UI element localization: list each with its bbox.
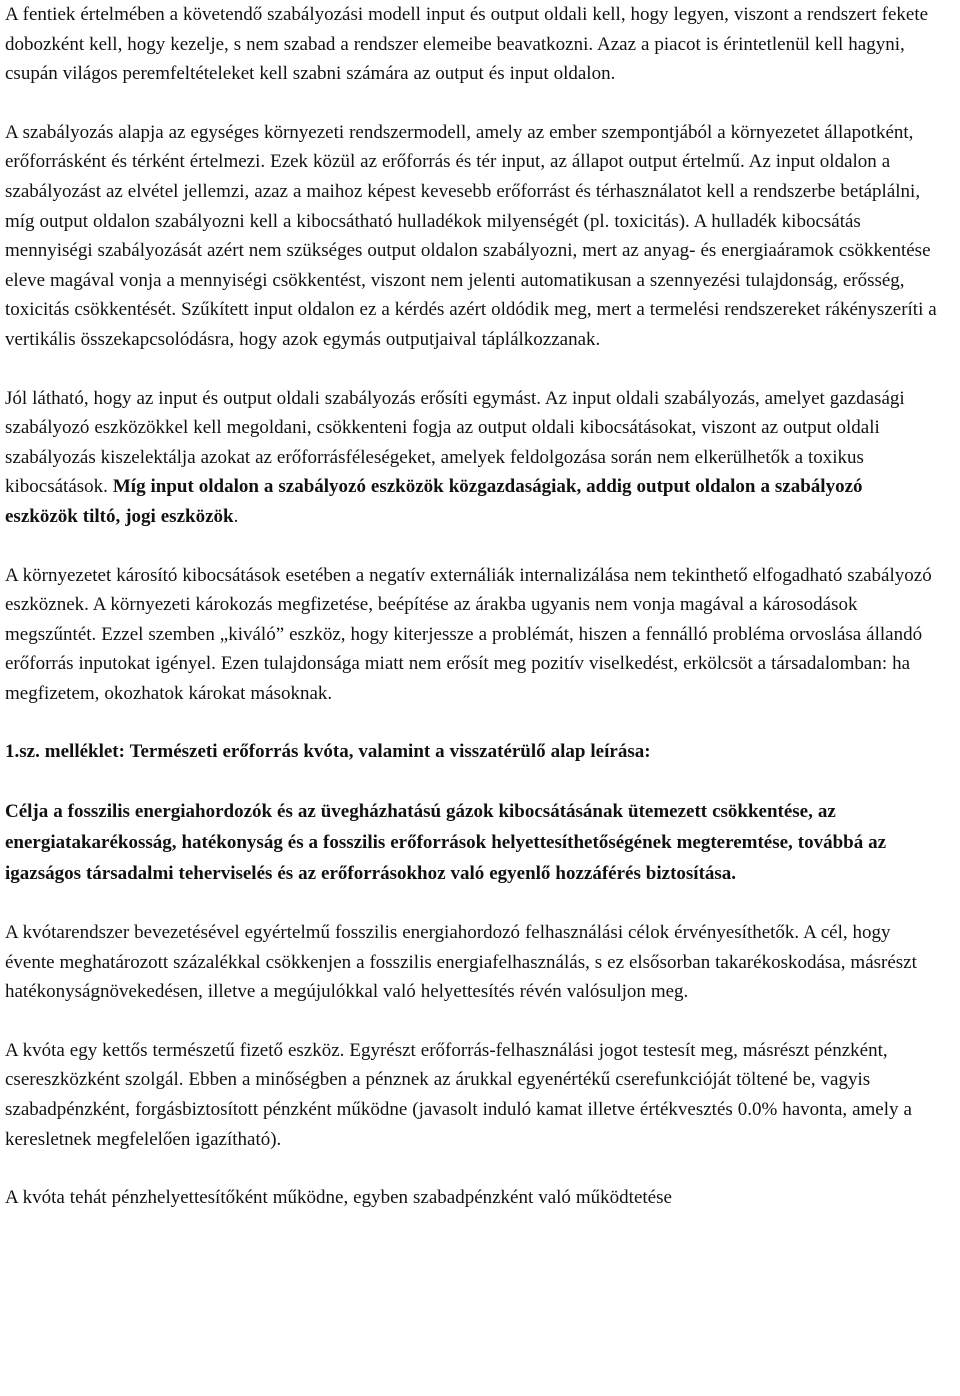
- paragraph-externalities: A környezetet károsító kibocsátások esetében a negatív externáliák internalizálása nem tekinthető elfogadható szabályozó eszköznek. A környezeti károkozás megfizetése, beépítése az árakba ugyanis nem vonja magával a károsodások megszűntét. Ezzel szemben „kiváló” eszköz, hogy kiterjessze a problémát, hiszen a fennálló probléma orvoslása állandó erőforrás inputokat igényel. Ezen tulajdonsága miatt nem erősít meg pozitív viselkedést, erkölcsöt a társadalomban: ha megfizetem, okozhatok károkat másoknak.: [5, 564, 932, 704]
- spacer: [5, 708, 938, 737]
- paragraph-input-output-bold: Míg input oldalon a szabályozó eszközök közgazdaságiak, addig output oldalon a szabályozó eszközök tiltó, jogi eszközök: [5, 476, 863, 527]
- spacer: [5, 532, 938, 561]
- spacer: [5, 889, 938, 918]
- spacer: [5, 1007, 938, 1036]
- goal-paragraph-text: Célja a fosszilis energiahordozók és az üvegházhatású gázok kibocsátásának ütemezett csökkentése, az energiatakarékosság, hatékonyság és a fosszilis erőforrások helyettesíthetőségének megteremtése, továbbá az igazságos társadalmi teherviselés és az erőforrásokhoz való egyenlő hozzáférés biztosítása.: [5, 801, 887, 885]
- spacer: [5, 89, 938, 118]
- paragraph-regulation-basis: A szabályozás alapja az egységes környezeti rendszermodell, amely az ember szempontjából a környezetet állapotként, erőforrásként és térként értelmezi. Ezek közül az erőforrás és tér input, az állapot output értelmű. Az input oldalon a szabályozást az elvétel jellemzi, azaz a maihoz képest kevesebb erőforrást és térhasználatot kell a rendszerbe betáplálni, míg output oldalon szabályozni kell a kibocsátható hulladékok milyenségét (pl. toxicitás). A hulladék kibocsátás mennyiségi szabályozását azért nem szükséges output oldalon szabályozni, mert az anyag- és energiaáramok csökkentése eleve magával vonja a mennyiségi csökkentést, viszont nem jelenti automatikusan a szennyezési tulajdonság, erősség, toxicitás csökkentését. Szűkített input oldalon ez a kérdés azért oldódik meg, mert a termelési rendszereket rákényszeríti a vertikális összekapcsolódásra, hogy azok egymás outputjaival táplálkozzanak.: [5, 121, 937, 350]
- paragraph-quota-payment: A kvóta egy kettős természetű fizető eszköz. Egyrészt erőforrás-felhasználási jogot testesít meg, másrészt pénzként, csereszközként szolgál. Ebben a minőségben a pénznek az árukkal egyenértékű cserefunkcióját töltené be, vagyis szabadpénzként, forgásbiztosított pénzként működne (javasolt induló kamat illetve értékvesztés 0.0% havonta, amely a keresletnek megfelelően igazítható).: [5, 1039, 912, 1150]
- paragraph-quota-system: A kvótarendszer bevezetésével egyértelmű fosszilis energiahordozó felhasználási célok érvényesíthetők. A cél, hogy évente meghatározott százalékkal csökkenjen a fosszilis energiafelhasználás, s ez elsősorban takarékoskodása, másrészt hatékonyságnövekedésen, illetve a megújulókkal való helyettesítés révén valósuljon meg.: [5, 922, 917, 1003]
- spacer: [5, 355, 938, 384]
- paragraph-input-output-text: Jól látható, hogy az input és output oldali szabályozás erősíti egymást. Az input oldali szabályozás, amelyet gazdasági szabályozó eszközökkel kell megoldani, csökkenteni fogja az output oldali kibocsátásokat, viszont az output oldali szabályozás kiszelektálja azokat az erőforrásféleségeket, amelyek feldolgozása során nem elkerülhetők a toxikus kibocsátások.: [5, 387, 905, 498]
- spacer: [5, 767, 938, 796]
- paragraph-input-output: [5, 384, 938, 532]
- spacer: [5, 1154, 938, 1183]
- goal-paragraph: [5, 796, 938, 889]
- paragraph-intro: A fentiek értelmében a követendő szabályozási modell input és output oldali kell, hogy legyen, viszont a rendszert fekete dobozként kell, hogy kezelje, s nem szabad a rendszer elemeibe beavatkozni. Azaz a piacot is érintetlenül kell hagyni, csupán világos peremfeltételeket kell szabni számára az output és input oldalon.: [5, 4, 929, 85]
- appendix-heading: [5, 737, 938, 767]
- paragraph-quota-money: A kvóta tehát pénzhelyettesítőként működne, egyben szabadpénzként való működtetése: [5, 1187, 672, 1209]
- paragraph-input-output-end: .: [233, 505, 239, 527]
- appendix-heading-text: 1.sz. melléklet: Természeti erőforrás kvóta, valamint a visszatérülő alap leírása:: [5, 741, 651, 763]
